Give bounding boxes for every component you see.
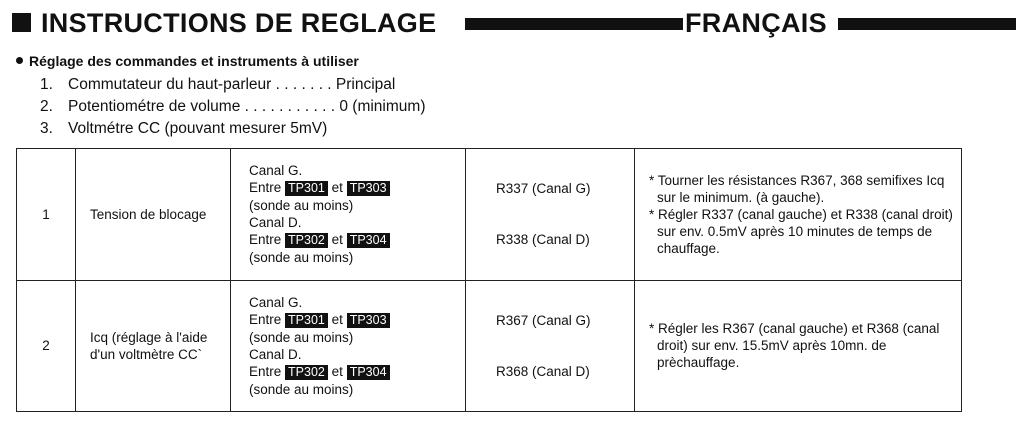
header-rule	[465, 18, 683, 30]
section-subtitle	[16, 52, 359, 70]
step-number: 2	[17, 280, 76, 412]
connection-cell: Canal G. Entre TP301 et TP303 (sonde au moins) Canal D. Entre TP302 et TP304 (sonde au moins)	[231, 280, 466, 412]
list-item: 2. Potentiométre de volume . . . . . . . . . . . 0 (minimum)	[40, 98, 426, 115]
test-point-label: TP303	[347, 181, 390, 196]
adjustment-cell: R337 (Canal G) R338 (Canal D)	[466, 149, 635, 281]
test-point-label: TP302	[285, 233, 328, 248]
test-point-label: TP301	[285, 181, 328, 196]
black-square-icon	[12, 13, 31, 32]
note-cell: * Tourner les résistances R367, 368 semifixes Icq sur le minimum. (à gauche). * Régler R337 (canal gauche) et R338 (canal droit) sur env. 0.5mV après 10 minutes de temps de chauffage.	[635, 149, 962, 281]
list-item: 3. Voltmétre CC (pouvant mesurer 5mV)	[40, 120, 328, 137]
test-point-label: TP302	[285, 365, 328, 380]
test-point-label: TP303	[347, 313, 390, 328]
connection-cell: Canal G. Entre TP301 et TP303 (sonde au moins) Canal D. Entre TP302 et TP304 (sonde au moins)	[231, 149, 466, 281]
test-point-label: TP304	[347, 233, 390, 248]
table-row	[17, 149, 962, 281]
section-header	[8, 6, 1016, 40]
test-point-label: TP304	[347, 365, 390, 380]
note-cell: * Régler les R367 (canal gauche) et R368 (canal droit) sur env. 15.5mV après 10mn. de prèchauffage.	[635, 280, 962, 412]
step-number: 1	[17, 149, 76, 281]
header-rule	[838, 18, 1016, 30]
item-name: Icq (réglage à l'aide d'un voltmètre CC`	[76, 280, 231, 412]
page-title: INSTRUCTIONS DE REGLAGE	[41, 6, 439, 40]
adjustment-table	[16, 148, 962, 412]
list-item: 1. Commutateur du haut-parleur . . . . . . . Principal	[40, 76, 396, 93]
test-point-label: TP301	[285, 313, 328, 328]
subtitle-text: Réglage des commandes et instruments à utiliser	[29, 53, 359, 69]
table-row	[17, 280, 962, 412]
item-name: Tension de blocage	[76, 149, 231, 281]
controls-list	[40, 74, 425, 140]
adjustment-cell: R367 (Canal G) R368 (Canal D)	[466, 280, 635, 412]
language-label: FRANÇAIS	[685, 6, 830, 40]
bullet-icon	[16, 57, 23, 64]
